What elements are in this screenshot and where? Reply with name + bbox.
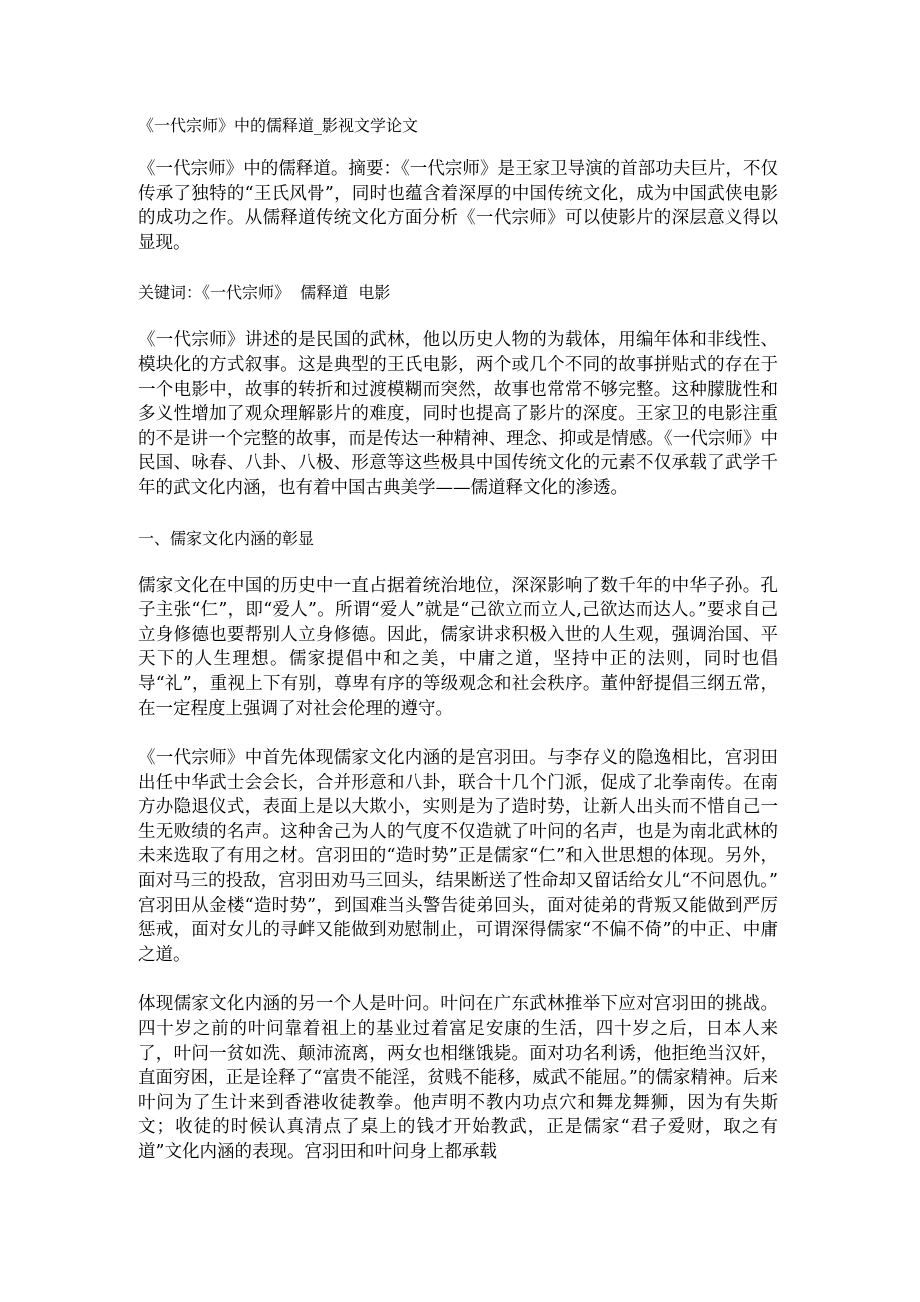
body-paragraph: 《一代宗师》中首先体现儒家文化内涵的是宫羽田。与李存义的隐逸相比，宫羽田出任中华武士会会长，合并形意和八卦，联合十几个门派，促成了北拳南传。在南方办隐退仪式，表面上是以大欺小，实则是为了造时势，让新人出头而不惜自己一生无败绩的名声。这种舍己为人的气度不仅造就了叶问的名声，也是为南北武林的未来选取了有用之材。宫羽田的“造时势”正是儒家“仁”和入世思想的体现。另外，面对马三的投敌，宫羽田劝马三回头，结果断送了性命却又留话给女儿“不问恩仇。” 宫羽田从金楼“造时势”，到国难当头警告徒弟回头，面对徒弟的背叛又能做到严厉惩戒，面对女儿的寻衅又能做到劝慰制止，可谓深得儒家“不偏不倚”的中正、中庸之道。 [138,748,778,965]
keyword-item: 儒释道 [300,283,349,303]
document-title: 《一代宗师》中的儒释道_影视文学论文 [138,116,419,135]
body-paragraph: 儒家文化在中国的历史中一直占据着统治地位，深深影响了数千年的中华子孙。孔子主张“仁”，即“爱人”。所谓“爱人”就是“己欲立而立人,己欲达而达人。”要求自己立身修德也要帮别人立身修德。因此，儒家讲求积极入世的人生观，强调治国、平天下的人生理想。儒家提倡中和之美，中庸之道，坚持中正的法则，同时也倡导“礼”，重视上下有别，尊卑有序的等级观念和社会秩序。董仲舒提倡三纲五常，在一定程度上强调了对社会伦理的遵守。 [138,575,778,719]
section-heading: 一、儒家文化内涵的彰显 [138,528,315,548]
keyword-item: 电影 [358,283,391,303]
keywords-line [138,280,778,306]
body-paragraph: 体现儒家文化内涵的另一个人是叶问。叶问在广东武林推举下应对宫羽田的挑战。四十岁之前的叶问靠着祖上的基业过着富足安康的生活，四十岁之后，日本人来了，叶问一贫如洗、颠沛流离，两女也相继饿毙。面对功名利诱，他拒绝当汉奸，直面穷困，正是诠释了“富贵不能淫，贫贱不能移，威武不能屈。”的儒家精神。后来叶问为了生计来到香港收徒教拳。他声明不教内功点穴和舞龙舞狮，因为有失斯文；收徒的时候认真清点了桌上的钱才开始教武，正是儒家“君子爱财，取之有道”文化内涵的表现。宫羽田和叶问身上都承载 [138,994,778,1162]
keyword-item: 《一代宗师》 [202,283,291,303]
abstract-paragraph: 《一代宗师》中的儒释道。摘要：《一代宗师》是王家卫导演的首部功夫巨片，不仅传承了独特的“王氏风骨”，同时也蕴含着深厚的中国传统文化，成为中国武侠电影的成功之作。从儒释道传统文化方面分析《一代宗师》可以使影片的深层意义得以显现。 [138,159,778,253]
document-page [138,113,778,1190]
intro-paragraph: 《一代宗师》讲述的是民国的武林，他以历史人物的为载体，用编年体和非线性、模块化的方式叙事。这是典型的王氏电影，两个或几个不同的故事拼贴式的存在于一个电影中，故事的转折和过渡模糊而突然，故事也常常不够完整。这种朦胧性和多义性增加了观众理解影片的难度，同时也提高了影片的深度。王家卫的电影注重的不是讲一个完整的故事，而是传达一种精神、理念、抑或是情感。《一代宗师》中民国、咏春、八卦、八极、形意等这些极具中国传统文化的元素不仅承载了武学千年的武文化内涵，也有着中国古典美学——儒道释文化的渗透。 [138,330,778,498]
keywords-label: 关键词： [138,283,203,303]
